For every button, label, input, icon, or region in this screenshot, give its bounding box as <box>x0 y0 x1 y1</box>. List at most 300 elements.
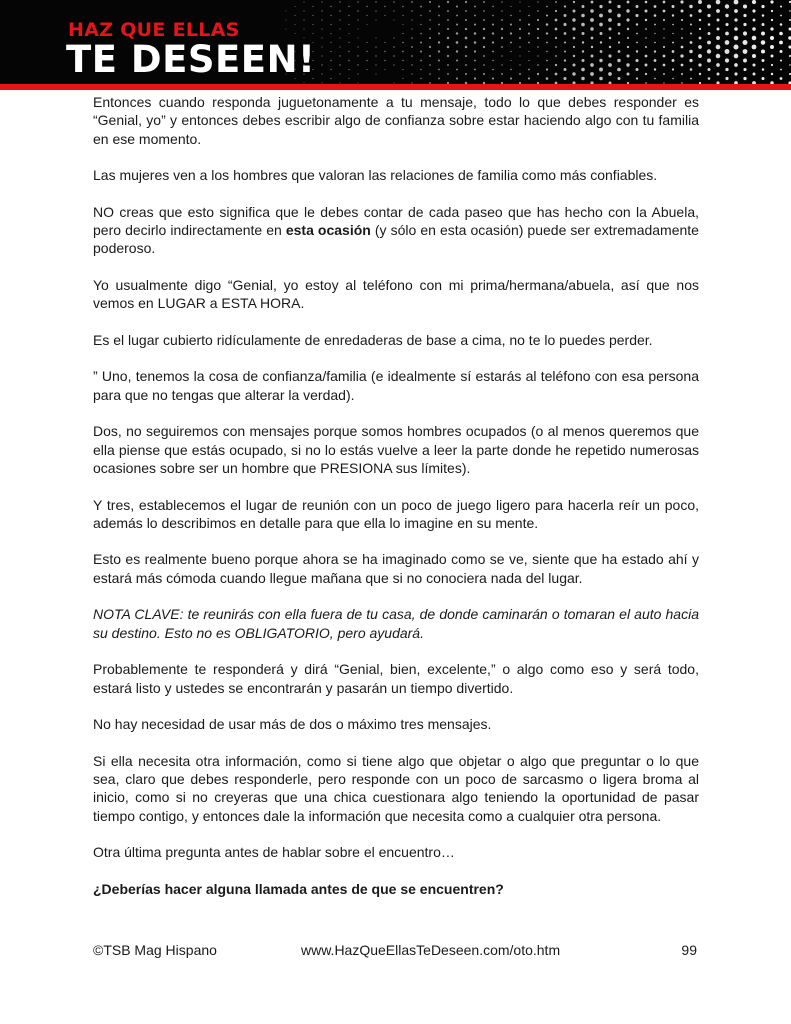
halftone-dot <box>393 55 395 57</box>
halftone-dot <box>393 64 394 65</box>
halftone-dot <box>537 46 538 47</box>
halftone-dot <box>681 19 683 21</box>
halftone-dot <box>510 32 512 34</box>
halftone-dot <box>698 63 701 66</box>
halftone-dot <box>555 10 557 12</box>
halftone-dot <box>465 1 467 3</box>
halftone-dot <box>330 78 331 79</box>
halftone-dot <box>590 63 594 67</box>
halftone-dot <box>501 19 503 21</box>
halftone-dot <box>330 51 331 52</box>
halftone-dot <box>716 45 721 50</box>
halftone-dot <box>743 49 748 54</box>
halftone-dot <box>447 46 450 49</box>
paragraph: ” Uno, tenemos la cosa de confianza/familia (e idealmente sí estarás al teléfono con esa persona para que no tengas que alterar la verdad). <box>93 368 699 403</box>
halftone-dot <box>420 42 422 44</box>
halftone-dot <box>564 59 566 61</box>
halftone-dot <box>330 60 331 61</box>
halftone-dot <box>600 41 602 43</box>
halftone-dot <box>590 72 594 76</box>
halftone-dot <box>672 78 673 79</box>
halftone-dot <box>590 27 593 30</box>
halftone-dot <box>581 68 585 72</box>
banner-title-line2: TE DESEEN! <box>66 38 316 81</box>
halftone-dot <box>465 28 467 30</box>
halftone-dot <box>645 64 648 67</box>
halftone-dot <box>636 23 638 25</box>
halftone-dot <box>456 5 458 7</box>
halftone-dot <box>672 33 673 34</box>
halftone-dot <box>770 0 773 3</box>
halftone-dot <box>528 23 530 25</box>
halftone-dot <box>608 9 612 13</box>
halftone-dot <box>564 51 566 53</box>
halftone-dot <box>285 19 286 20</box>
halftone-dot <box>447 28 449 30</box>
halftone-dot <box>690 14 693 17</box>
halftone-dot <box>752 63 755 66</box>
halftone-dot <box>608 72 612 76</box>
halftone-dot <box>780 15 782 17</box>
halftone-dot <box>599 59 602 62</box>
halftone-dot <box>312 24 313 25</box>
halftone-dot <box>618 50 621 53</box>
halftone-dot <box>636 50 638 52</box>
halftone-dot <box>572 27 575 30</box>
halftone-dot <box>582 41 584 43</box>
halftone-dot <box>771 10 773 12</box>
halftone-dot <box>348 78 349 79</box>
halftone-dot <box>402 69 403 70</box>
emphasis-text: esta ocasión <box>285 222 371 239</box>
halftone-dot <box>743 40 748 45</box>
halftone-dot <box>555 28 558 31</box>
halftone-dot <box>663 19 665 21</box>
halftone-dot <box>330 15 331 16</box>
halftone-dot <box>617 59 620 62</box>
page-number: 99 <box>681 942 697 958</box>
halftone-dot <box>438 50 440 52</box>
halftone-dot <box>780 77 783 80</box>
halftone-dot <box>626 63 629 66</box>
halftone-dot <box>699 28 701 30</box>
halftone-dot <box>699 37 702 40</box>
halftone-dot <box>429 19 431 21</box>
halftone-dot <box>609 1 612 4</box>
halftone-dot <box>303 28 304 29</box>
halftone-dot <box>636 42 638 44</box>
paragraph: Probablemente te responderá y dirá “Genial, bien, excelente,” o algo como eso y será todo, estará listo y ustedes se encontrarán y pasarán un tiempo divertido. <box>93 661 699 696</box>
halftone-dot <box>465 73 467 75</box>
halftone-dot <box>617 77 620 80</box>
halftone-dot <box>599 5 602 8</box>
halftone-dot <box>483 64 485 66</box>
halftone-dot <box>699 19 702 22</box>
halftone-dot <box>438 69 440 71</box>
halftone-dot <box>312 15 313 16</box>
halftone-dot <box>654 50 656 52</box>
halftone-dot <box>519 73 521 75</box>
halftone-dot <box>716 36 720 40</box>
halftone-dot <box>429 10 431 12</box>
halftone-dot <box>510 60 511 61</box>
halftone-dot <box>519 55 520 56</box>
halftone-dot <box>752 0 756 4</box>
page-footer <box>93 941 699 959</box>
halftone-dot <box>608 63 612 67</box>
halftone-dot <box>456 41 459 44</box>
halftone-dot <box>617 23 620 26</box>
halftone-dot <box>357 64 358 65</box>
halftone-dot <box>501 37 503 39</box>
halftone-dot <box>339 73 340 74</box>
halftone-dot <box>707 4 711 8</box>
halftone-dot <box>708 77 711 80</box>
halftone-dot <box>321 46 322 47</box>
halftone-dot <box>528 32 530 34</box>
halftone-dot <box>492 6 493 7</box>
halftone-dot <box>285 28 286 29</box>
halftone-dot <box>771 19 773 21</box>
halftone-dot <box>438 78 440 80</box>
halftone-dot <box>357 10 358 11</box>
halftone-dot <box>429 37 431 39</box>
halftone-dot <box>636 68 639 71</box>
halftone-dot <box>555 37 557 39</box>
halftone-dot <box>402 42 404 44</box>
halftone-dot <box>411 37 413 39</box>
halftone-dot <box>546 68 548 70</box>
halftone-dot <box>717 73 720 76</box>
halftone-dot <box>474 77 476 79</box>
halftone-dot <box>438 41 440 43</box>
halftone-dot <box>375 37 376 38</box>
halftone-dot <box>357 73 358 74</box>
halftone-dot <box>312 33 313 34</box>
halftone-dot <box>663 73 665 75</box>
halftone-dot <box>608 54 611 57</box>
halftone-dot <box>591 55 594 58</box>
halftone-dot <box>528 42 530 44</box>
halftone-dot <box>465 55 467 57</box>
halftone-dot <box>510 24 512 26</box>
halftone-dot <box>672 50 675 53</box>
halftone-dot <box>672 68 674 70</box>
halftone-dot <box>537 37 539 39</box>
halftone-dot <box>698 0 702 4</box>
halftone-dot <box>645 37 646 38</box>
halftone-dot <box>572 72 575 75</box>
header-banner <box>0 0 791 84</box>
halftone-dot <box>734 27 738 31</box>
halftone-dot <box>572 63 575 66</box>
halftone-dot <box>681 73 683 75</box>
halftone-dot <box>357 55 358 56</box>
halftone-dot <box>429 64 431 66</box>
halftone-dot <box>572 18 575 21</box>
halftone-dot <box>375 46 376 47</box>
halftone-dot <box>780 69 782 71</box>
halftone-dot <box>510 69 511 70</box>
halftone-dot <box>716 27 719 30</box>
halftone-dot <box>330 6 331 7</box>
halftone-dot <box>492 32 494 34</box>
halftone-dot <box>474 60 476 62</box>
halftone-dot <box>599 77 603 81</box>
halftone-dot <box>420 69 421 70</box>
footer-copyright: ©TSB Mag Hispano <box>93 942 217 958</box>
halftone-dot <box>708 68 711 71</box>
halftone-dot <box>447 73 449 75</box>
halftone-dot <box>645 19 647 21</box>
halftone-dot <box>689 59 692 62</box>
halftone-dot <box>609 37 611 39</box>
halftone-dot <box>375 73 376 74</box>
halftone-dot <box>681 10 684 13</box>
halftone-dot <box>752 36 757 41</box>
halftone-dot <box>492 41 494 43</box>
halftone-dot <box>546 42 548 44</box>
halftone-dot <box>474 32 477 35</box>
halftone-dot <box>725 77 728 80</box>
halftone-dot <box>366 69 367 70</box>
halftone-dot <box>734 18 737 21</box>
halftone-dot <box>501 73 503 75</box>
halftone-dot <box>761 59 764 62</box>
halftone-dot <box>725 68 728 71</box>
halftone-dot <box>626 18 629 21</box>
halftone-dot <box>617 5 620 8</box>
halftone-dot <box>743 14 746 17</box>
halftone-dot <box>716 63 720 67</box>
halftone-dot <box>600 32 603 35</box>
halftone-dot <box>663 10 666 13</box>
halftone-dot <box>483 73 485 75</box>
halftone-dot <box>519 10 520 11</box>
halftone-dot <box>447 37 449 39</box>
halftone-dot <box>537 64 539 66</box>
halftone-dot <box>456 15 458 17</box>
halftone-dot <box>474 69 476 71</box>
halftone-dot <box>393 46 394 47</box>
halftone-dot <box>375 1 376 2</box>
halftone-dot <box>654 68 656 70</box>
halftone-dot <box>627 37 629 39</box>
halftone-dot <box>420 60 422 62</box>
halftone-dot <box>438 32 440 34</box>
halftone-dot <box>465 46 468 49</box>
halftone-dot <box>690 33 692 35</box>
footer-url: www.HazQueEllasTeDeseen.com/oto.htm <box>301 942 561 958</box>
halftone-dot <box>716 9 720 13</box>
halftone-dot <box>645 1 648 4</box>
halftone-dot <box>501 1 502 2</box>
halftone-dot <box>581 59 584 62</box>
halftone-dot <box>716 0 721 4</box>
halftone-dot <box>339 10 340 11</box>
halftone-dot <box>537 19 539 21</box>
halftone-dot <box>285 10 286 11</box>
halftone-dot <box>537 55 538 56</box>
halftone-dot <box>546 51 547 52</box>
halftone-dot <box>474 15 476 17</box>
halftone-dot <box>654 14 657 17</box>
halftone-dot <box>609 46 611 48</box>
halftone-dot <box>725 49 730 54</box>
halftone-dot <box>384 69 385 70</box>
halftone-dot <box>617 14 621 18</box>
halftone-dot <box>510 6 511 7</box>
halftone-dot <box>681 28 682 29</box>
halftone-dot <box>779 41 783 45</box>
halftone-dot <box>366 51 367 52</box>
paragraph: Es el lugar cubierto ridículamente de enredaderas de base a cima, no te lo puedes perder. <box>93 331 653 348</box>
halftone-dot <box>402 78 403 79</box>
halftone-dot <box>528 51 529 52</box>
halftone-dot <box>393 10 394 11</box>
halftone-dot <box>501 64 502 65</box>
halftone-dot <box>402 60 403 61</box>
halftone-dot <box>770 27 773 30</box>
halftone-dot <box>375 64 376 65</box>
halftone-dot <box>645 55 648 58</box>
halftone-dot <box>375 10 376 11</box>
halftone-dot <box>321 28 322 29</box>
halftone-dot <box>716 54 721 59</box>
halftone-dot <box>573 37 576 40</box>
halftone-dot <box>563 23 566 26</box>
halftone-dot <box>672 24 674 26</box>
halftone-dot <box>680 54 683 57</box>
halftone-dot <box>627 28 629 30</box>
halftone-dot <box>734 54 739 59</box>
halftone-dot <box>770 45 774 49</box>
halftone-dot <box>456 50 458 52</box>
halftone-dot <box>474 50 476 52</box>
halftone-dot <box>546 32 548 34</box>
halftone-dot <box>348 6 349 7</box>
halftone-dot <box>725 58 729 62</box>
halftone-dot <box>366 42 367 43</box>
halftone-dot <box>743 23 746 26</box>
halftone-dot <box>708 23 711 26</box>
halftone-dot <box>465 10 467 12</box>
halftone-dot <box>321 19 322 20</box>
halftone-dot <box>708 32 711 35</box>
halftone-dot <box>339 19 340 20</box>
halftone-dot <box>725 4 729 8</box>
halftone-dot <box>474 23 476 25</box>
halftone-dot <box>582 5 585 8</box>
halftone-dot <box>492 60 493 61</box>
halftone-dot <box>780 50 783 53</box>
halftone-dot <box>725 14 728 17</box>
halftone-dot <box>627 46 629 48</box>
halftone-dot <box>591 1 594 4</box>
halftone-dot <box>555 19 558 22</box>
halftone-dot <box>761 77 764 80</box>
halftone-dot <box>555 1 557 3</box>
halftone-dot <box>420 6 422 8</box>
halftone-dot <box>429 46 431 48</box>
halftone-dot <box>582 50 584 52</box>
halftone-dot <box>456 77 458 79</box>
halftone-dot <box>456 60 458 62</box>
halftone-dot <box>465 37 468 40</box>
halftone-dot <box>303 1 304 2</box>
halftone-dot <box>537 73 539 75</box>
halftone-dot <box>725 32 729 36</box>
halftone-dot <box>734 72 737 75</box>
halftone-dot <box>492 77 494 79</box>
halftone-dot <box>573 55 575 57</box>
halftone-dot <box>357 46 358 47</box>
halftone-dot <box>564 32 567 35</box>
halftone-dot <box>654 5 657 8</box>
halftone-dot <box>402 51 404 53</box>
halftone-dot <box>501 28 503 30</box>
paragraph: Esto es realmente bueno porque ahora se ha imaginado como se ve, siente que ha estado ahí y estará más cómoda cuando llegue mañana que si no conociera nada del lugar. <box>93 551 699 586</box>
halftone-dot <box>591 37 594 40</box>
halftone-dot <box>294 15 295 16</box>
halftone-dot <box>698 9 701 12</box>
halftone-dot <box>420 33 422 35</box>
halftone-dot <box>635 5 638 8</box>
halftone-dot <box>573 10 576 13</box>
halftone-dot <box>672 14 674 16</box>
halftone-dot <box>528 69 530 71</box>
halftone-dot <box>762 23 765 26</box>
halftone-dot <box>617 68 621 72</box>
halftone-dot <box>312 6 313 7</box>
halftone-dot <box>384 42 385 43</box>
halftone-dot <box>546 6 548 8</box>
halftone-dot <box>599 68 603 72</box>
paragraph: Las mujeres ven a los hombres que valoran las relaciones de familia como más confiables. <box>93 167 658 184</box>
halftone-dot <box>339 28 340 29</box>
halftone-dot <box>393 19 394 20</box>
halftone-dot <box>734 63 738 67</box>
halftone-dot <box>465 64 467 66</box>
halftone-dot <box>725 40 730 45</box>
halftone-dot <box>330 42 331 43</box>
halftone-dot <box>564 5 566 7</box>
halftone-dot <box>348 42 349 43</box>
halftone-dot <box>663 1 666 4</box>
halftone-dot <box>402 15 403 16</box>
halftone-dot <box>411 1 413 3</box>
halftone-dot <box>734 0 739 4</box>
halftone-dot <box>447 10 449 12</box>
halftone-dot <box>384 60 385 61</box>
halftone-dot <box>762 14 765 17</box>
halftone-dot <box>780 23 783 26</box>
halftone-dot <box>483 37 486 40</box>
halftone-dot <box>294 6 295 7</box>
halftone-dot <box>707 41 711 45</box>
halftone-dot <box>780 5 782 7</box>
halftone-dot <box>546 77 549 80</box>
halftone-dot <box>681 46 684 49</box>
halftone-dot <box>528 6 529 7</box>
halftone-dot <box>483 1 485 3</box>
halftone-dot <box>663 46 665 48</box>
halftone-dot <box>537 1 538 2</box>
halftone-dot <box>555 64 557 66</box>
halftone-dot <box>447 55 449 57</box>
halftone-dot <box>366 6 367 7</box>
halftone-dot <box>321 73 322 74</box>
